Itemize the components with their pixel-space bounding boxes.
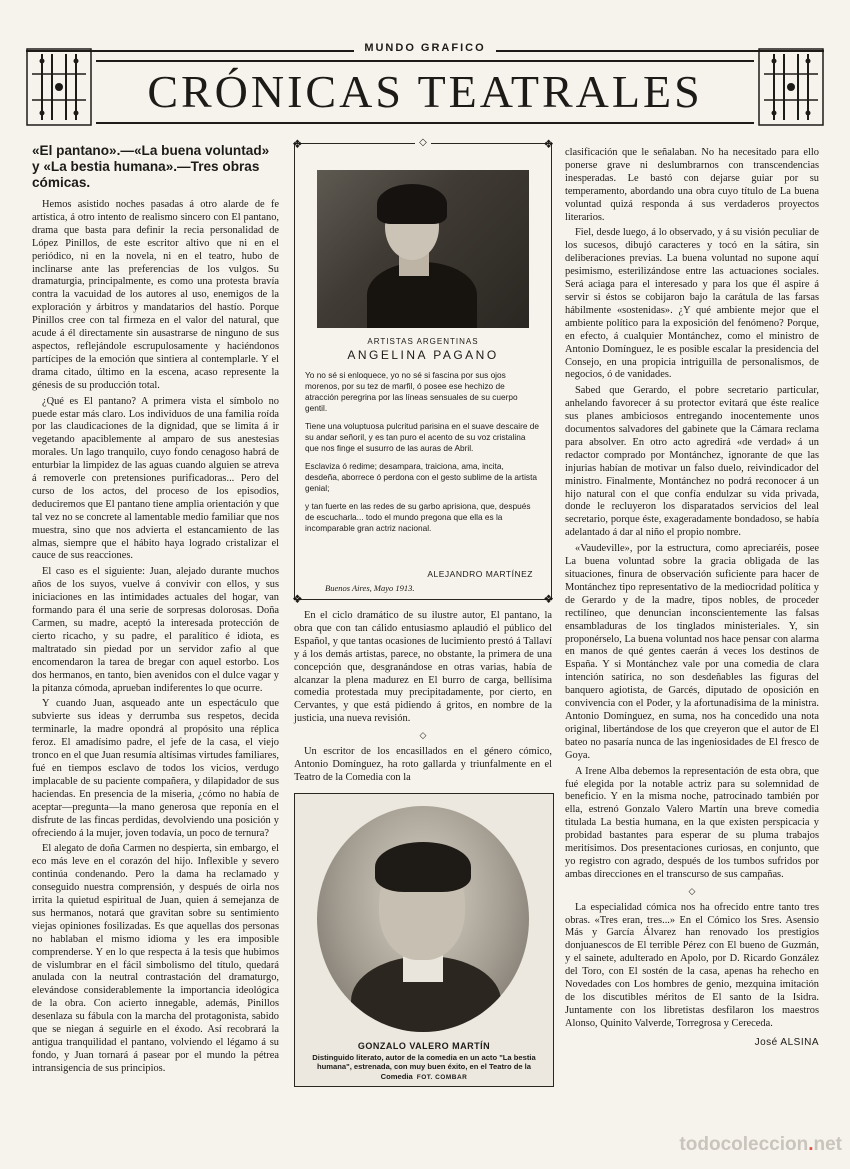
paragraph: clasificación que le señalaban. No ha necesitado para ello ponerse grave ni deslumbrarnos con transcendencias inesperadas. Le bastó con dejarse guiar por su temperamento, abordando una obra cuyo título de La buena voluntad quizá responda á sus verdaderos proyectos literarios. [565,147,819,223]
section-title: CRÓNICAS TEATRALES [147,66,703,117]
author-portrait [317,806,529,1032]
poem-box [292,137,554,606]
paragraph: «Vaudeville», por la estructura, como apreciaréis, posee La buena voluntad sobre la gracia obligada de las situaciones, finura de observación suficiente para hacer de Montánchez tipo representativo de la mediocridad política y de Gerardo y de la madre, tipos nobles, de proceder rectilíneo, que denuncian inconscientemente las falsas ensambladuras de los tinglados ministeriales. Y, sin proponérselo, La buena voluntad nos hace pensar con alarma en manos de qué gentes caerán á veces los destinos de España. Y si Montánchez vale por una comedia de clara intención satírica, no son desdeñables las figuras del banquero agiotista, de Garcés, diputado de oposición en convivencia con el Poder, y la afortunadísima de la ministra. Antonio Domínguez, en suma, nos ha concedido una nota original, libertándose de los que creyeron que el autor de El bateo no pasaría nunca de las ingeniosidades de El fresco de Goya. [565,543,819,761]
paragraph: A Irene Alba debemos la representación de esta obra, que fué elegida por la notable actriz para su solemnidad de beneficio. Y en la misma noche, patrocinado también por ella, estrenó Gonzalo Valero Martín una breve comedia titulada La bestia humana, en la que existen perspicacia y probidad bastantes para esperar de su pluma trabajos meritísimos. Dos presentaciones curiosas, en conjunto, que yo registro con agrado, después de los tumbos sufridos por ambas direcciones en el transcurso de sus campañas. [565,765,819,880]
paragraph: En el ciclo dramático de su ilustre autor, El pantano, la obra que con tan cálido entusiasmo aplaudió el público del Español, y que tantas ocasiones de lucimiento prestó á Tallaví y á los demás artistas, parece, no obstante, la primera de una concepción que, desgranándose en otras varias, había de alcanzar la plena madurez en El burro de carga, bellísima comedia protestada muy precipitadamente, por cierto, en Cervantes, y que está pidiendo á gritos, en nombre de la justicia, una nueva revisión. [294,610,552,725]
paragraph: El caso es el siguiente: Juan, alejado durante muchos años de los suyos, vuelve á convivir con ellos, y sus iniciaciones en las intimidades actuales del hogar, van formando para él una serie de sorpresas dolorosas. Doña Carmen, su madre, aceptó la interesada protección de cierto ricacho, y su padre, el paralítico é idiota, es maltratado sin piedad por un servidor zafio al que encomendaron la tarea de bregar con aquel estorbo. Los dos hermanos, en tanto, bien avenidos con el dulce vagar y la pitanza cómoda, aprueban indiferentes lo que ocurre. [32,566,279,694]
article-column-3 [565,147,819,1050]
column-2-text [294,610,552,785]
corner-ornament-icon: ❖ [543,137,554,151]
paragraph: El alegato de doña Carmen no despierta, sin embargo, el eco más leve en el corazón del hijo. Inflexible y severo continúa condenando. Pero la dama ha reclamado y conseguido nuestra comprensión, y después de oirla nos irrita la quietud espiritual de Juan, quien á semejanza de sus hermanos, notará que gravitan sobre su sentimiento viejas opiniones fosilizadas. Es que aquellas dos personas no hablaban el mismo idioma y les era imposible comprenderse. Y en lo que respecta á la tesis que hubimos de vislumbrar en el fácil simbolismo del título, quedará anulada con la neutral contrastación del dramaturgo, elevándose considerablemente la importancia ideológica de la obra. Con acierto innegable, además, Pinillos desenlaza su fábula con la marcha del protagonista, sabido que se niegan á seguirle en el éxodo. Así recobrará la antigua tranquilidad el pantano, volviendo el légamo á su fondo, y Juan tornará á pasear por el mundo la pétrea intransigencia de sus principios. [32,843,279,1074]
publication-name: MUNDO GRAFICO [0,42,850,54]
section-divider-icon: ◇ [419,730,427,741]
section-divider-icon: ◇ [688,885,696,896]
portrait-caption-name: GONZALO VALERO MARTÍN [357,1040,491,1051]
top-ornament-icon: ◇ [295,137,551,150]
corner-ornament-icon: ❖ [292,592,303,606]
paragraph: La especialidad cómica nos ha ofrecido entre tanto tres obras. «Tres eran, tres...» En el Cómico los Sres. Asensio Más y García Álvarez han renovado los prestigios donjuanescos de El terrible Pérez con El bueno de Guzmán, y el sainete, adulterado en Apolo, por D. Ricardo González del Toro, con El sostén de la casa, apenas ha rehecho en Novedades con Los hombres de genio, mezquina imitación de los discutibles méritos de El santo de la Isidra. Juntamente con los libretistas desfilaron los maestros Alonso, Quinito Valverde, Torregrosa y Cereceda. [565,901,819,1029]
portrait-frame [294,793,554,1087]
poem-text [305,370,539,541]
article-column-1 [32,143,279,1079]
masthead-ornament-right-icon [758,48,824,126]
paragraph: Sabed que Gerardo, el pobre secretario particular, anhelando favorecer á su protector evitará que éste realice sus planes ambiciosos entregando inocentemente unos documentos salvadores del gabinete que la Cámara reclama para absolver. En otro acto agredirá «de verdad» á un redactor comprado por Montánchez, ignorante de que las injurias habían de motivar un falso duelo, reivindicador del ministro. Finalmente, Montánchez no podrá reconocer á un hijo natural con el que confía endulzar su vida privada, donde le recluyeron los disparatados servicios del leal secretario, porque éste, exageradamente bondadoso, se había adelantado á dar al niño el propio nombre. [565,385,819,539]
actress-photo [317,170,529,328]
article-headline: «El pantano».—«La buena voluntad» y «La bestia humana».—Tres obras cómicas. [32,143,270,190]
paragraph: Un escritor de los encasillados en el género cómico, Antonio Domínguez, ha roto gallarda y triunfalmente en el Teatro de la Comedia con la [294,746,552,783]
article-column-2 [292,137,554,1087]
paragraph: ¿Qué es El pantano? A primera vista el símbolo no puede estar más claro. Los individuos de una familia roída por las claudicaciones de la dignidad, que se limita á ir vegetando apaciblemente al amparo de sus anestesias morales. Un lago tranquilo, cuyo fondo cenagoso habrá de enturbiar la limpidez de las aguas cuando alguien se atreva á removerle con pretensiones purificadoras... Pero del curso de los actos, del proceso de los episodios, deduciremos que El pantano tiene amplia orientación y que tal vez no se concrete al lamentable medio familiar que nos muestra, sino que nos advierta el estancamiento de las almas, siempre que el hábito haya logrado cristalizar el cauce de sus reacciones. [32,395,279,562]
poem-author: ALEJANDRO MARTÍNEZ [427,569,533,579]
masthead-ornament-left-icon [26,48,92,126]
poem-stanza: Tiene una voluptuosa pulcritud parisina en el suave descaire de su andar señoril, y es tan puro el acento de su voz cristalina que nos finge el susurro de las auras de Abril. [305,421,539,453]
article-signature: José ALSINA [754,1036,819,1048]
poem-stanza: Esclaviza ó redime; desampara, traiciona, ama, incita, desdeña, aborrece ó perdona con el gesto sublime de la artista genial; [305,461,538,493]
watermark-logo: todocoleccion.net [679,1134,842,1155]
poem-stanza: Yo no sé si enloquece, yo no sé si fascina por sus ojos morenos, por su tez de marfil, ó posee ese hechizo de atracción peregrina por las líneas sensuales de su cuerpo gentil. [305,370,518,413]
photo-credit: FOT. COMBAR [416,1073,468,1081]
paragraph: Hemos asistido noches pasadas á otro alarde de fe artística, á otro intento de realismo sincero con El pantano, drama que basta para definir la recia personalidad de López Pinillos, de este escritor altivo que ni en el periódico, ni en la novela, ni en el teatro, hubo de inclinarse ante las preferencias de los vulgos. Su dramaturgia, principalmente, es como una protesta bravía contra la vacuidad de los autores al uso, enemigos de la exploración y árbitros y mandatarios del hastío. Porque Pinillos cree con tal firmeza en el valor del natural, que acude á él directamente sin ausastrarse de ninguno de sus aspectos, reflejándole escrupulosamente y haciéndonos partícipes de la emoción que sintiera al contemplarle. Y el drama citado, último en la escena, acaso represente la génesis de su producción total. [32,199,279,391]
poem-stanza: y tan fuerte en las redes de su garbo aprisiona, que, después de escucharla... todo el mundo pregona que ella es la incomparable gran actriz nacional. [305,501,531,533]
portrait-caption: Distinguido literato, autor de la comedia en un acto "La bestia humana", estrenada, con muy buen éxito, en el Teatro de la Comedia FOT. COMBAR [312,1052,536,1081]
poem-date: Buenos Aires, Mayo 1913. [325,583,415,593]
corner-ornament-icon: ❖ [543,592,554,606]
actress-name: ANGELINA PAGANO [347,348,499,362]
poem-label: ARTISTAS ARGENTINAS [367,337,479,346]
paragraph: Y cuando Juan, asqueado ante un espectáculo que subvierte sus ideas y derrumba sus respetos, decida terminarle, la madre opondrá al propósito una réplica feroz. El amadísimo padre, el jefe de la casa, el viejo tronco en el que Juan resumía altísimas virtudes familiares, fué en tiempos esclavo de todos los vicios, verdugo implacable de su paciente compañera, y dilapidador de sus haciendas. En presencia de la miseria, ¿cómo no había de aceptar—pregunta—la mano generosa que reponía en el disfrute de las fincas perdidas, devolviendo una posición y ofreciendo á la mujer, joven todavía, un poco de ternura? [32,698,279,839]
section-title-frame [96,60,754,124]
corner-ornament-icon: ❖ [292,137,303,151]
paragraph: Fiel, desde luego, á lo observado, y á su visión peculiar de los sucesos, dibujó caracteres y tocó en la sátira, sin deliberaciones previas. La buena voluntad no supone aquí pesimismo, esterilizándose entre las actuaciones sociales. Será aciaga para el interesado y para los que él aspire á servir si éstos se cobijaron bajo la carátula de las farsas hábilmente «sostenidas». ¿Y qué ambiente mejor que el ambiente político para la exposición del fenómeno? Porque, en efecto, á cualquier Montánchez, como el ministro de Antonio Domínguez, le es posible escalar la presidencia del Consejo, en una propicia intriguilla de personalismos, de negocios, ó de vanidades. [565,227,819,381]
